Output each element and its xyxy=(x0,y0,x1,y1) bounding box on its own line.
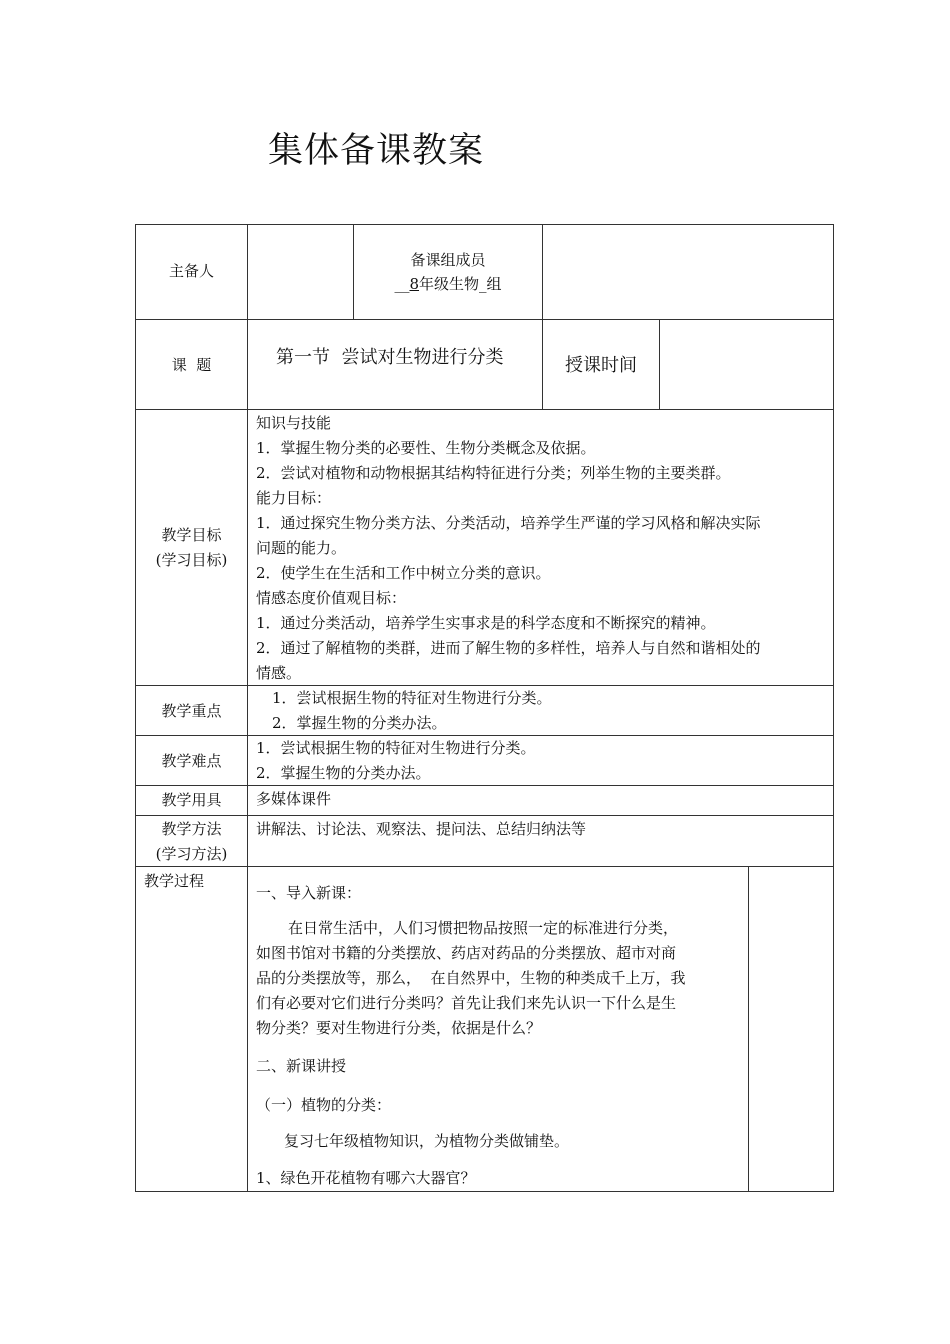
goals-line: 能力目标： xyxy=(256,489,332,507)
members-grade xyxy=(354,272,542,297)
goals-line: 1．掌握生物分类的必要性、生物分类概念及依据。 xyxy=(256,439,596,457)
process-label: 教学过程 xyxy=(144,872,205,890)
goals-label-line2: (学习目标) xyxy=(155,551,228,569)
focus-line: 2．掌握生物的分类办法。 xyxy=(272,714,447,732)
difficulty-label: 教学难点 xyxy=(161,752,222,770)
page-title: 集体备课教案 xyxy=(268,131,485,171)
intro-line: 品的分类摆放等，那么， 在自然界中，生物的种类成千上万，我 xyxy=(256,969,686,987)
difficulty-line: 2．掌握生物的分类办法。 xyxy=(256,764,431,782)
methods-label-line2: (学习方法) xyxy=(155,845,228,863)
grade-pad: __ xyxy=(394,275,410,293)
goals-line: 2．通过了解植物的类群，进而了解生物的多样性，培养人与自然和谐相处的 xyxy=(256,639,761,657)
intro-line: 物分类？要对生物进行分类，依据是什么？ xyxy=(256,1019,542,1037)
topic-value: 第一节 尝试对生物进行分类 xyxy=(276,347,504,368)
intro-line: 如图书馆对书籍的分类摆放、药店对药品的分类摆放、超市对商 xyxy=(256,944,677,962)
process-intro xyxy=(256,916,686,1041)
focus-label: 教学重点 xyxy=(161,702,222,720)
goals-label xyxy=(136,523,247,573)
grade-number: 8 xyxy=(409,275,420,293)
process-heading-new: 二、新课讲授 xyxy=(256,1057,347,1075)
members-label: 备课组成员 xyxy=(410,251,486,269)
row-divider xyxy=(135,815,834,816)
teaching-time-label: 授课时间 xyxy=(565,355,637,376)
focus-content xyxy=(272,686,552,736)
topic-label: 课 题 xyxy=(171,356,212,374)
col-divider xyxy=(659,319,660,409)
col-divider xyxy=(542,224,543,409)
goals-line: 1．通过分类活动，培养学生实事求是的科学态度和不断探究的精神。 xyxy=(256,614,716,632)
tools-label: 教学用具 xyxy=(161,791,222,809)
tools-value: 多媒体课件 xyxy=(256,790,332,808)
goals-line: 知识与技能 xyxy=(256,414,332,432)
goals-content xyxy=(256,411,761,686)
col-divider xyxy=(247,224,248,1192)
focus-line: 1．尝试根据生物的特征对生物进行分类。 xyxy=(272,689,552,707)
difficulty-content xyxy=(256,736,536,786)
host-label: 主备人 xyxy=(168,262,214,280)
grade-text: 年级生物_组 xyxy=(419,275,502,293)
methods-label-line1: 教学方法 xyxy=(161,820,222,838)
methods-value: 讲解法、讨论法、观察法、提问法、总结归纳法等 xyxy=(256,820,587,838)
difficulty-line: 1．尝试根据生物的特征对生物进行分类。 xyxy=(256,739,536,757)
process-heading-intro: 一、导入新课： xyxy=(256,884,362,902)
goals-line: 2．尝试对植物和动物根据其结构特征进行分类；列举生物的主要类群。 xyxy=(256,464,731,482)
goals-label-line1: 教学目标 xyxy=(161,526,222,544)
intro-line: 们有必要对它们进行分类吗？首先让我们来先认识一下什么是生 xyxy=(256,994,677,1012)
process-question: 1、绿色开花植物有哪六大器官？ xyxy=(256,1169,476,1187)
goals-line: 情感态度价值观目标： xyxy=(256,589,407,607)
goals-line: 2．使学生在生活和工作中树立分类的意识。 xyxy=(256,564,551,582)
row-divider xyxy=(135,409,834,410)
methods-label xyxy=(136,817,247,867)
row-divider xyxy=(135,319,834,320)
goals-line: 情感。 xyxy=(256,664,302,682)
process-review: 复习七年级植物知识，为植物分类做铺垫。 xyxy=(284,1132,570,1150)
intro-line: 在日常生活中，人们习惯把物品按照一定的标准进行分类， xyxy=(288,919,679,937)
goals-line: 问题的能力。 xyxy=(256,539,347,557)
goals-line: 1．通过探究生物分类方法、分类活动，培养学生严谨的学习风格和解决实际 xyxy=(256,514,761,532)
process-subheading-plants: （一）植物的分类： xyxy=(256,1096,392,1114)
col-divider xyxy=(748,866,749,1192)
